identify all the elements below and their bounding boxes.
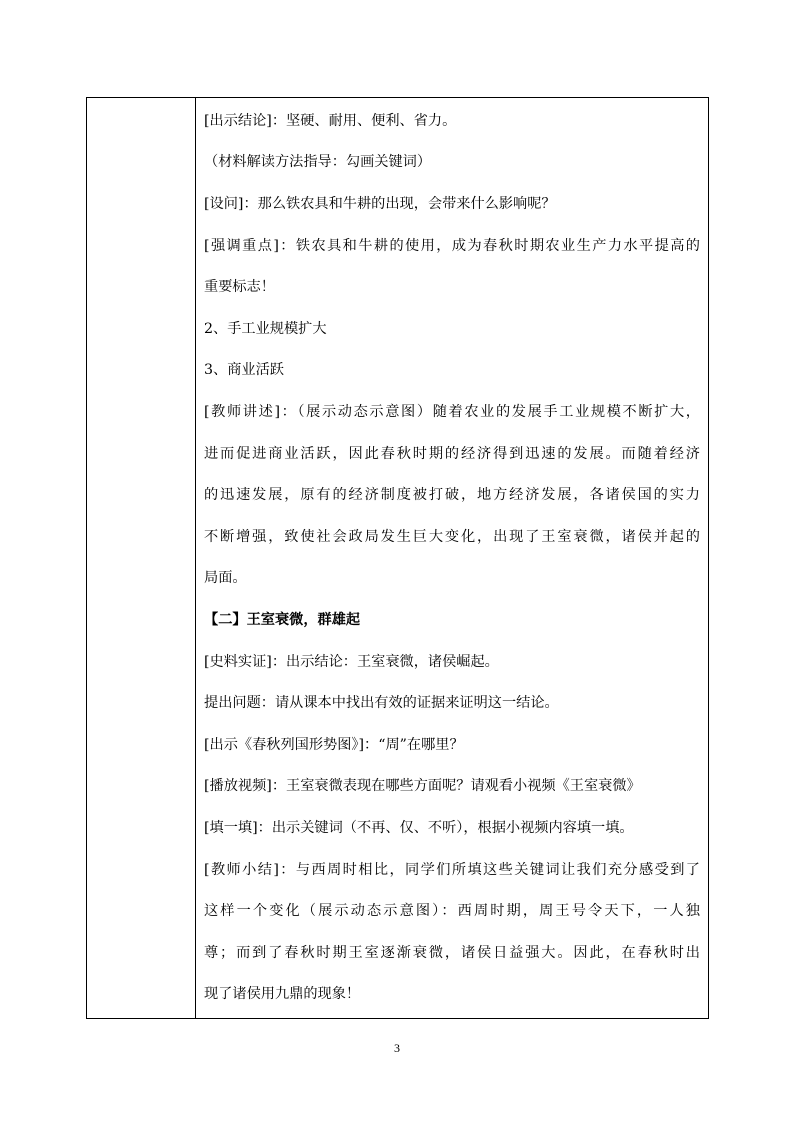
text-line-fill-in: [填一填]：出示关键词（不再、仅、不听），根据小视频内容填一填。 — [204, 820, 634, 836]
text-line-handicraft: 2、手工业规模扩大 — [204, 321, 327, 337]
text-line-raise-question: 提出问题：请从课本中找出有效的证据来证明这一结论。 — [204, 695, 559, 711]
text-line-emphasis: [强调重点]：铁农具和牛耕的使用，成为春秋时期农业生产力水平提高的 — [204, 238, 700, 254]
text-line-emphasis-end: 重要标志！ — [204, 279, 275, 295]
text-line-teacher-narration-3: 的迅速发展，原有的经济制度被打破，地方经济发展，各诸侯国的实力 — [204, 487, 700, 503]
text-line-teacher-summary: [教师小结]：与西周时相比，同学们所填这些关键词让我们充分感受到了 — [204, 862, 700, 878]
text-line-teacher-summary-2: 这样一个变化（展示动态示意图）：西周时期，周王号令天下，一人独 — [204, 903, 700, 919]
text-line-show-map: [出示《春秋列国形势图》]：“周”在哪里？ — [204, 737, 464, 753]
content-table — [86, 97, 709, 1019]
text-line-teacher-summary-3: 尊；而到了春秋时期王室逐渐衰微，诸侯日益强大。因此，在春秋时出 — [204, 945, 700, 961]
text-line-show-conclusion: [出示结论]：坚硬、耐用、便利、省力。 — [204, 113, 457, 129]
section-heading: 【二】王室衰微，群雄起 — [204, 612, 361, 628]
text-line-method-guide: （材料解读方法指导：勾画关键词） — [204, 154, 432, 170]
text-line-teacher-narration: [教师讲述]：（展示动态示意图）随着农业的发展手工业规模不断扩大， — [204, 404, 700, 420]
text-line-teacher-summary-end: 现了诸侯用九鼎的现象！ — [204, 986, 361, 1002]
text-line-historical-evidence: [史料实证]：出示结论：王室衰微，诸侯崛起。 — [204, 654, 499, 670]
text-line-teacher-narration-4: 不断增强，致使社会政局发生巨大变化，出现了王室衰微，诸侯并起的 — [204, 529, 700, 545]
right-column-cell — [196, 98, 708, 1018]
text-line-teacher-narration-end: 局面。 — [204, 570, 247, 586]
page-number: 3 — [394, 1041, 400, 1055]
text-line-teacher-narration-2: 进而促进商业活跃，因此春秋时期的经济得到迅速的发展。而随着经济 — [204, 446, 700, 462]
text-line-commerce: 3、商业活跃 — [204, 362, 284, 378]
text-line-question: [设问]：那么铁农具和牛耕的出现，会带来什么影响呢？ — [204, 196, 556, 212]
text-line-play-video: [播放视频]：王室衰微表现在哪些方面呢？请观看小视频《王室衰微》 — [204, 778, 641, 794]
left-column-cell — [87, 98, 196, 1018]
